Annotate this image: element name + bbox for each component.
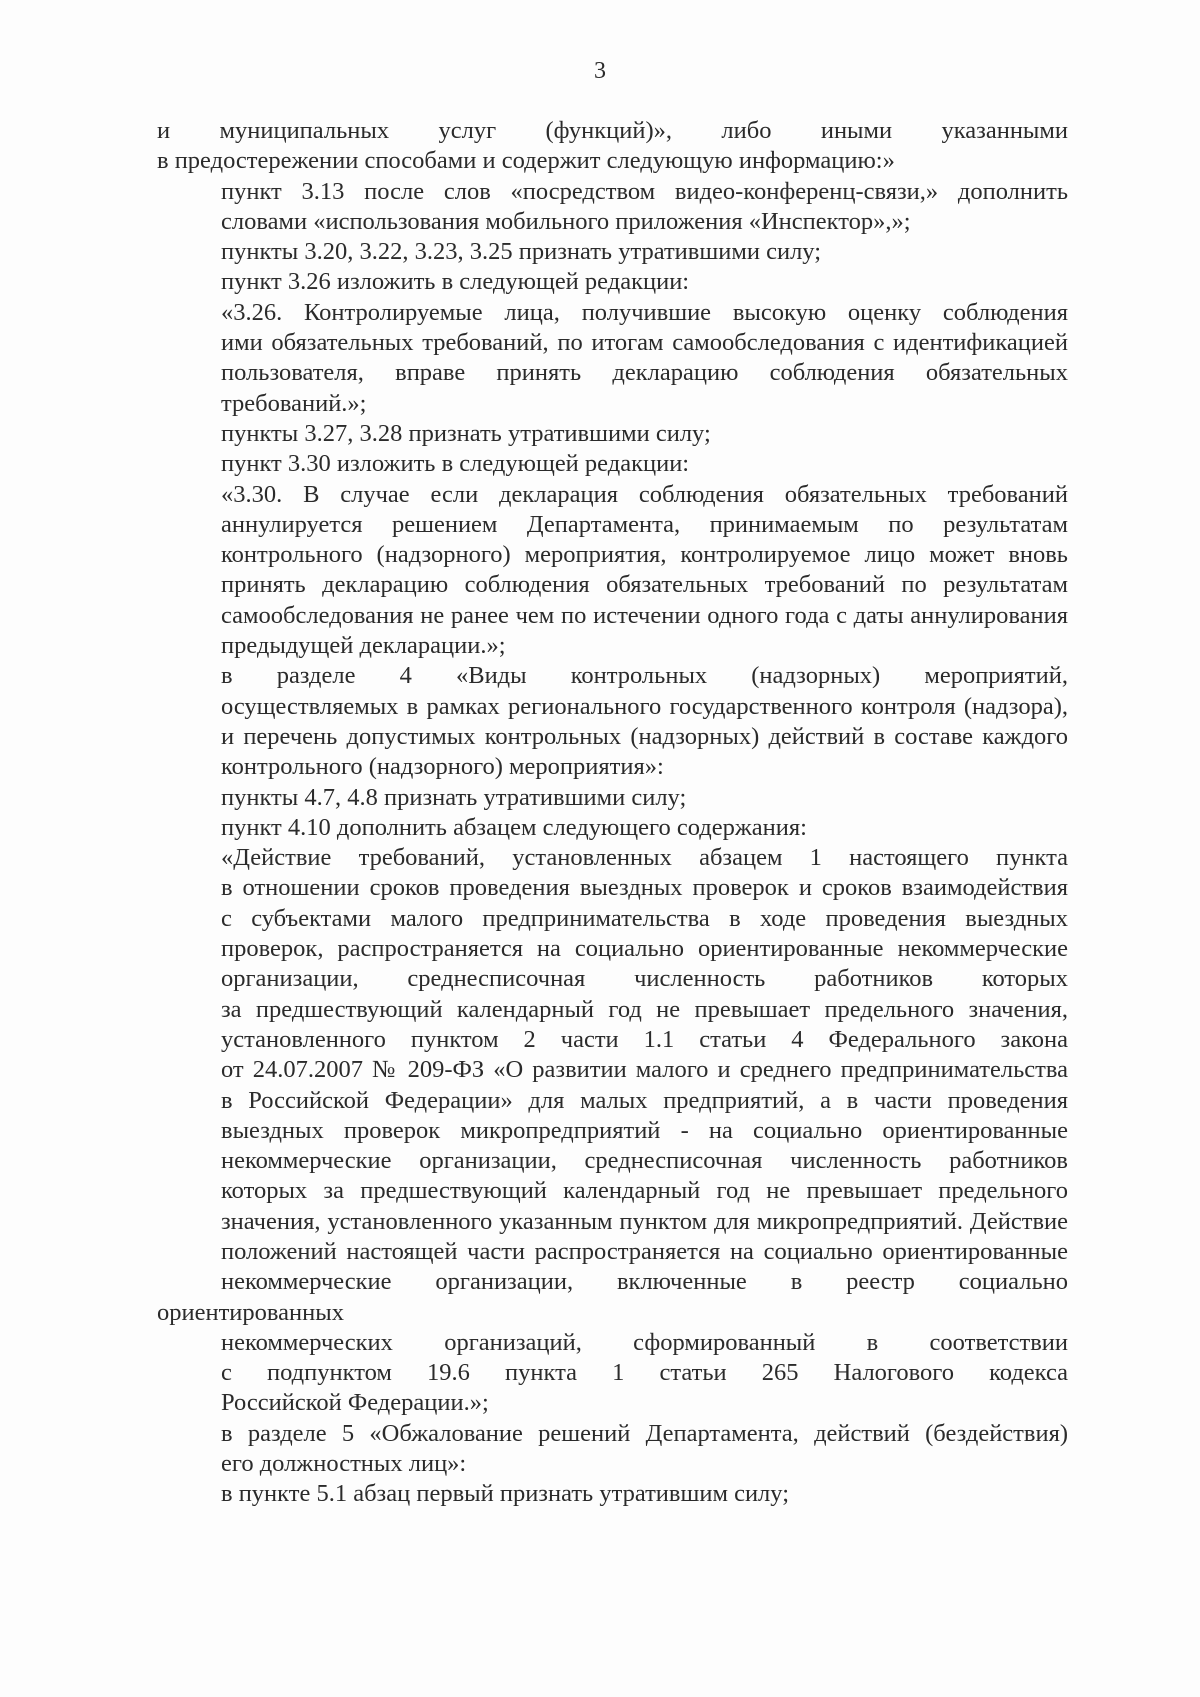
text-line: с субъектами малого предпринимательства в ходе проведения выездных: [221, 904, 1068, 932]
text-line: в пункте 5.1 абзац первый признать утратившим силу;: [221, 1480, 790, 1508]
paragraph-p4: [157, 267, 1068, 297]
text-line: организации, среднесписочная численность работников которых: [221, 965, 1068, 993]
text-line: в Российской Федерации» для малых предприятий, а в части проведения: [221, 1086, 1068, 1114]
text-line: «3.30. В случае если декларация соблюдения обязательных требований: [221, 480, 1068, 508]
text-line: некоммерческие организации, включенные в реестр социально ориентированных: [157, 1268, 1068, 1326]
text-line: с подпунктом 19.6 пункта 1 статьи 265 Налогового кодекса: [221, 1359, 1068, 1387]
paragraph-p5: [157, 298, 1068, 419]
paragraph-p7: [157, 449, 1068, 479]
text-line: Российской Федерации.»;: [221, 1389, 489, 1417]
text-line: значения, установленного указанным пунктом для микропредприятий. Действие: [221, 1207, 1068, 1235]
text-line: его должностных лиц»:: [221, 1450, 467, 1478]
text-line: самообследования не ранее чем по истечении одного года с даты аннулирования: [221, 601, 1068, 629]
text-line: пользователя, вправе принять декларацию соблюдения обязательных: [221, 359, 1068, 387]
paragraph-p2: [157, 177, 1068, 238]
text-line: проверок, распространяется на социально ориентированные некоммерческие: [221, 935, 1068, 963]
text-line: за предшествующий календарный год не превышает предельного значения,: [221, 995, 1068, 1023]
text-line: некоммерческие организации, среднесписочная численность работников: [221, 1147, 1068, 1175]
text-line: и муниципальных услуг (функций)», либо иными указанными: [157, 117, 1068, 144]
text-line: пункты 3.27, 3.28 признать утратившими силу;: [221, 419, 711, 447]
text-line: от 24.07.2007 № 209-ФЗ «О развитии малого и среднего предпринимательства: [221, 1056, 1068, 1084]
text-line: выездных проверок микропредприятий - на социально ориентированные: [221, 1116, 1068, 1144]
paragraph-p1: [157, 116, 1068, 177]
text-line: пункты 4.7, 4.8 признать утратившими силу;: [221, 783, 687, 811]
text-line: пункт 3.30 изложить в следующей редакции:: [221, 450, 690, 478]
document-body: [157, 116, 1068, 1510]
text-line: контрольного (надзорного) мероприятия»:: [221, 753, 664, 781]
paragraph-p9: [157, 661, 1068, 782]
paragraph-p8: [157, 480, 1068, 662]
text-line: требований.»;: [221, 389, 367, 417]
paragraph-p13: [157, 1419, 1068, 1480]
text-line: контрольного (надзорного) мероприятия, контролируемое лицо может вновь: [221, 541, 1068, 569]
text-line: которых за предшествующий календарный год не превышает предельного: [221, 1177, 1068, 1205]
paragraph-p11: [157, 813, 1068, 843]
paragraph-p10: [157, 783, 1068, 813]
text-line: «3.26. Контролируемые лица, получившие высокую оценку соблюдения: [221, 298, 1068, 326]
text-line: установленного пунктом 2 части 1.1 статьи 4 Федерального закона: [221, 1025, 1068, 1053]
text-line: принять декларацию соблюдения обязательных требований по результатам: [221, 571, 1068, 599]
text-line: пункт 4.10 дополнить абзацем следующего содержания:: [221, 813, 807, 841]
text-line: в разделе 5 «Обжалование решений Департамента, действий (бездействия): [221, 1419, 1068, 1447]
text-line: в предостережении способами и содержит следующую информацию:»: [157, 147, 895, 175]
text-line: положений настоящей части распространяется на социально ориентированные: [221, 1237, 1068, 1265]
text-line: осуществляемых в рамках регионального государственного контроля (надзора),: [221, 692, 1068, 720]
page-number: 3: [594, 58, 606, 84]
text-line: и перечень допустимых контрольных (надзорных) действий в составе каждого: [221, 722, 1068, 750]
text-line: ими обязательных требований, по итогам самообследования с идентификацией: [221, 329, 1068, 357]
text-line: в разделе 4 «Виды контрольных (надзорных) мероприятий,: [221, 662, 1068, 690]
paragraph-p6: [157, 419, 1068, 449]
text-line: пункт 3.26 изложить в следующей редакции:: [221, 268, 690, 296]
text-line: некоммерческих организаций, сформированный в соответствии: [221, 1328, 1068, 1356]
paragraph-p3: [157, 237, 1068, 267]
text-line: в отношении сроков проведения выездных проверок и сроков взаимодействия: [221, 874, 1068, 902]
text-line: словами «использования мобильного приложения «Инспектор»,»;: [221, 207, 911, 235]
text-line: пункты 3.20, 3.22, 3.23, 3.25 признать утратившими силу;: [221, 238, 822, 266]
text-line: пункт 3.13 после слов «посредством видео-конференц-связи,» дополнить: [221, 177, 1068, 205]
text-line: предыдущей декларации.»;: [221, 632, 506, 660]
text-line: аннулируется решением Департамента, принимаемым по результатам: [221, 510, 1068, 538]
text-line: «Действие требований, установленных абзацем 1 настоящего пункта: [221, 844, 1068, 872]
paragraph-p12: [157, 843, 1068, 1419]
paragraph-p14: [157, 1479, 1068, 1509]
